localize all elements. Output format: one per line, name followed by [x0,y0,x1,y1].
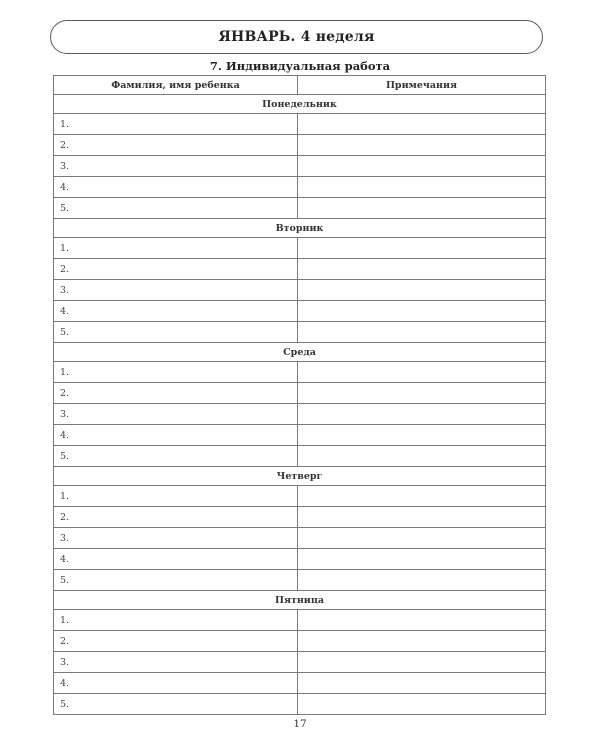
child-name-cell[interactable]: 3. [54,404,298,425]
table-row [54,383,546,404]
table-row [54,280,546,301]
table-row [54,114,546,135]
child-name-cell[interactable]: 4. [54,177,298,198]
child-name-cell[interactable]: 4. [54,673,298,694]
child-name-cell[interactable]: 1. [54,610,298,631]
notes-cell[interactable] [298,570,546,591]
child-name-cell[interactable]: 3. [54,280,298,301]
child-name-cell[interactable]: 1. [54,114,298,135]
child-name-cell[interactable]: 1. [54,486,298,507]
notes-cell[interactable] [298,694,546,715]
child-name-cell[interactable]: 5. [54,322,298,343]
notes-cell[interactable] [298,383,546,404]
notes-cell[interactable] [298,156,546,177]
day-header-row [54,591,546,610]
table-row [54,259,546,280]
column-header-child-name: Фамилия, имя ребенка [54,76,298,95]
child-name-cell[interactable]: 2. [54,259,298,280]
table-body [54,95,546,715]
notes-cell[interactable] [298,114,546,135]
notes-cell[interactable] [298,610,546,631]
notes-cell[interactable] [298,259,546,280]
table-row [54,610,546,631]
child-name-cell[interactable]: 5. [54,694,298,715]
table-row [54,301,546,322]
day-label: Вторник [54,219,546,238]
table-row [54,198,546,219]
table-row [54,425,546,446]
table-row [54,631,546,652]
notes-cell[interactable] [298,177,546,198]
table-row [54,549,546,570]
day-label: Понедельник [54,95,546,114]
notes-cell[interactable] [298,362,546,383]
notes-cell[interactable] [298,652,546,673]
notes-cell[interactable] [298,446,546,467]
notes-cell[interactable] [298,631,546,652]
day-label: Пятница [54,591,546,610]
notes-cell[interactable] [298,549,546,570]
table-row [54,652,546,673]
child-name-cell[interactable]: 3. [54,652,298,673]
child-name-cell[interactable]: 4. [54,549,298,570]
table-row [54,238,546,259]
table-row [54,528,546,549]
table-row [54,507,546,528]
table-row [54,177,546,198]
table-row [54,570,546,591]
header-banner [50,20,543,54]
day-header-row [54,95,546,114]
notes-cell[interactable] [298,673,546,694]
table-row [54,362,546,383]
table-row [54,486,546,507]
child-name-cell[interactable]: 4. [54,301,298,322]
individual-work-table [53,75,546,715]
child-name-cell[interactable]: 5. [54,570,298,591]
section-title: 7. Индивидуальная работа [209,59,391,73]
notes-cell[interactable] [298,135,546,156]
child-name-cell[interactable]: 3. [54,528,298,549]
table-row [54,446,546,467]
notes-cell[interactable] [298,404,546,425]
child-name-cell[interactable]: 2. [54,135,298,156]
child-name-cell[interactable]: 2. [54,507,298,528]
notes-cell[interactable] [298,301,546,322]
table-row [54,673,546,694]
child-name-cell[interactable]: 1. [54,238,298,259]
child-name-cell[interactable]: 5. [54,198,298,219]
column-header-notes: Примечания [298,76,546,95]
page-number: 17 [293,718,307,730]
notes-cell[interactable] [298,198,546,219]
child-name-cell[interactable]: 1. [54,362,298,383]
child-name-cell[interactable]: 2. [54,383,298,404]
notes-cell[interactable] [298,507,546,528]
notes-cell[interactable] [298,322,546,343]
day-header-row [54,467,546,486]
notes-cell[interactable] [298,486,546,507]
child-name-cell[interactable]: 2. [54,631,298,652]
table-row [54,694,546,715]
table-header-row [54,76,546,95]
table-row [54,322,546,343]
day-header-row [54,219,546,238]
child-name-cell[interactable]: 5. [54,446,298,467]
day-label: Среда [54,343,546,362]
table-row [54,404,546,425]
notes-cell[interactable] [298,425,546,446]
child-name-cell[interactable]: 3. [54,156,298,177]
notes-cell[interactable] [298,238,546,259]
child-name-cell[interactable]: 4. [54,425,298,446]
page-title: ЯНВАРЬ. 4 неделя [218,29,375,45]
notes-cell[interactable] [298,528,546,549]
table-row [54,156,546,177]
day-header-row [54,343,546,362]
day-label: Четверг [54,467,546,486]
table-row [54,135,546,156]
notes-cell[interactable] [298,280,546,301]
